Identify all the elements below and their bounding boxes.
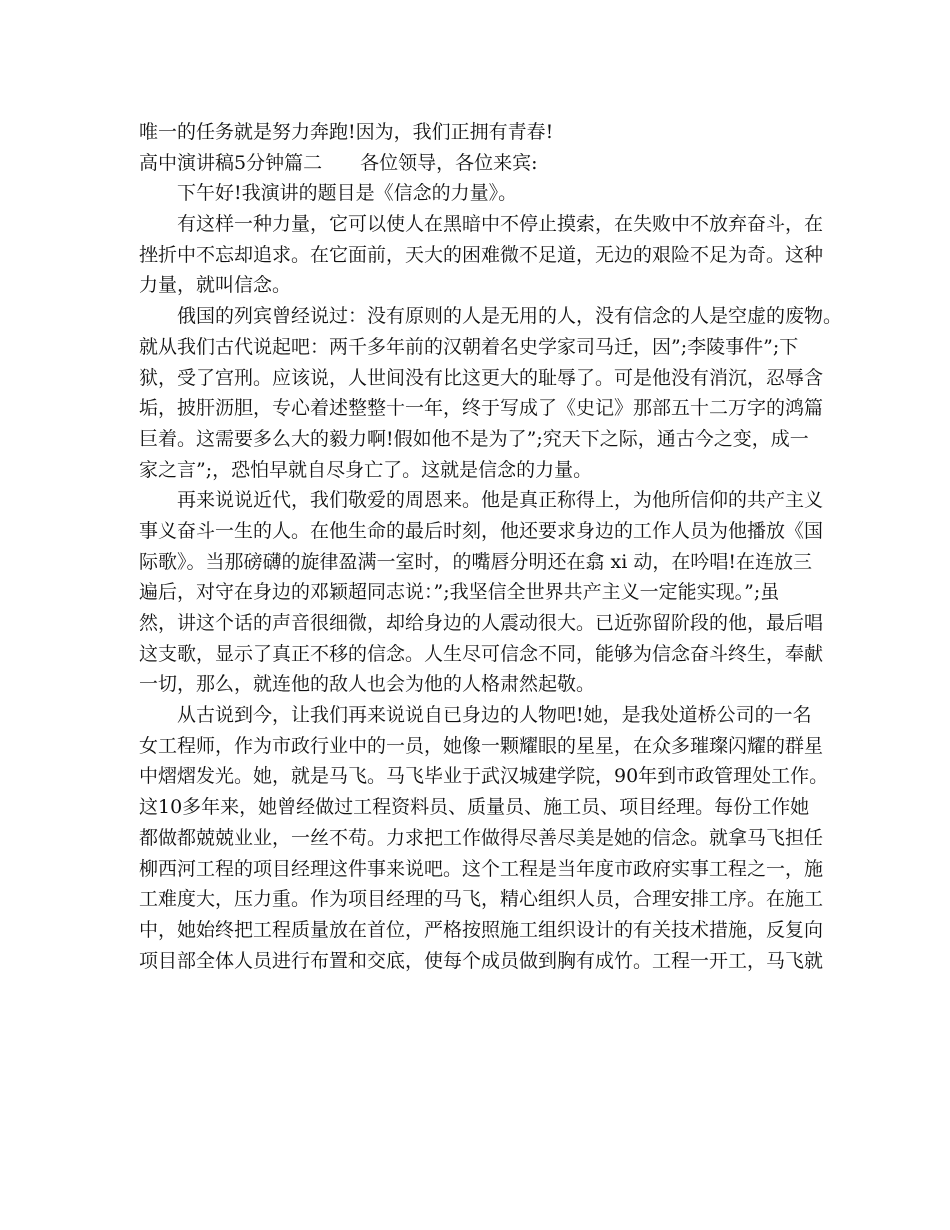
text-line: 中，她始终把工程质量放在首位，严格按照施工组织设计的有关技术措施，反复向	[139, 918, 824, 941]
text-line: 工难度大，压力重。作为项目经理的马飞，精心组织人员，合理安排工序。在施工	[139, 888, 824, 911]
salutation: 各位领导，各位来宾:	[360, 151, 538, 174]
text-line: 中熠熠发光。她，就是马飞。马飞毕业于武汉城建学院，90年到市政管理处工作。	[139, 765, 829, 788]
text-line: 柳西河工程的项目经理这件事来说吧。这个工程是当年度市政府实事工程之一，施	[139, 857, 824, 880]
text-line: 都做都兢兢业业，一丝不苟。力求把工作做得尽善尽美是她的信念。就拿马飞担任	[139, 826, 824, 849]
text-line: 事义奋斗一生的人。在他生命的最后时刻，他还要求身边的工作人员为他播放《国	[139, 519, 824, 542]
section-heading-line	[139, 148, 819, 179]
text-line: 巨着。这需要多么大的毅力啊!假如他不是为了”;究天下之际，通古今之变，成一	[139, 427, 809, 450]
paragraph-first-line: 俄国的列宾曾经说过：没有原则的人是无用的人，没有信念的人是空虚的废物。	[177, 305, 843, 328]
text-line: 家之言”;，恐怕早就自尽身亡了。这就是信念的力量。	[139, 458, 593, 481]
text-line: 垢，披肝沥胆，专心着述整整十一年，终于写成了《史记》那部五十二万字的鸿篇	[139, 397, 824, 420]
text-line: 这支歌，显示了真正不移的信念。人生尽可信念不同，能够为信念奋斗终生，奉献	[139, 642, 824, 665]
text-line: 力量，就叫信念。	[139, 274, 292, 297]
text-line: 项目部全体人员进行布置和交底，使每个成员做到胸有成竹。工程一开工，马飞就	[139, 949, 824, 972]
text-line: 就从我们古代说起吧：两千多年前的汉朝着名史学家司马迁，因”;李陵事件”;下	[139, 335, 799, 358]
text-line: 唯一的任务就是努力奔跑!因为，我们正拥有青春!	[139, 121, 554, 143]
text-line: 女工程师，作为市政行业中的一员，她像一颗耀眼的星星，在众多璀璨闪耀的群星	[139, 734, 824, 757]
text-line: 遍后，对守在身边的邓颖超同志说：”;我坚信全世界共产主义一定能实现。”;虽	[139, 581, 780, 604]
text-line: 一切，那么，就连他的敌人也会为他的人格肃然起敬。	[139, 673, 596, 696]
section-heading: 高中演讲稿5分钟篇二	[139, 151, 323, 174]
text-line: 际歌》。当那磅礴的旋律盈满一室时，的嘴唇分明还在翕 xi 动，在吟唱!在连放三	[139, 550, 813, 573]
text-line: 狱，受了宫刑。应该说，人世间没有比这更大的耻辱了。可是他没有消沉，忍辱含	[139, 366, 824, 389]
paragraph-first-line: 下午好!我演讲的题目是《信念的力量》。	[177, 182, 518, 205]
text-line: 然，讲这个话的声音很细微，却给身边的人震动很大。已近弥留阶段的他，最后唱	[139, 612, 824, 634]
text-line: 这10多年来，她曾经做过工程资料员、质量员、施工员、项目经理。每份工作她	[139, 796, 810, 819]
document-body	[139, 117, 843, 976]
text-line: 挫折中不忘却追求。在它面前，天大的困难微不足道，无边的艰险不足为奇。这种	[139, 243, 824, 266]
paragraph-first-line: 从古说到今，让我们再来说说自已身边的人物吧!她，是我处道桥公司的一名	[177, 704, 812, 727]
paragraph-first-line: 有这样一种力量，它可以使人在黑暗中不停止摸索，在失败中不放弃奋斗，在	[177, 213, 824, 236]
paragraph-first-line: 再来说说近代，我们敬爱的周恩来。他是真正称得上，为他所信仰的共产主义	[177, 489, 824, 512]
